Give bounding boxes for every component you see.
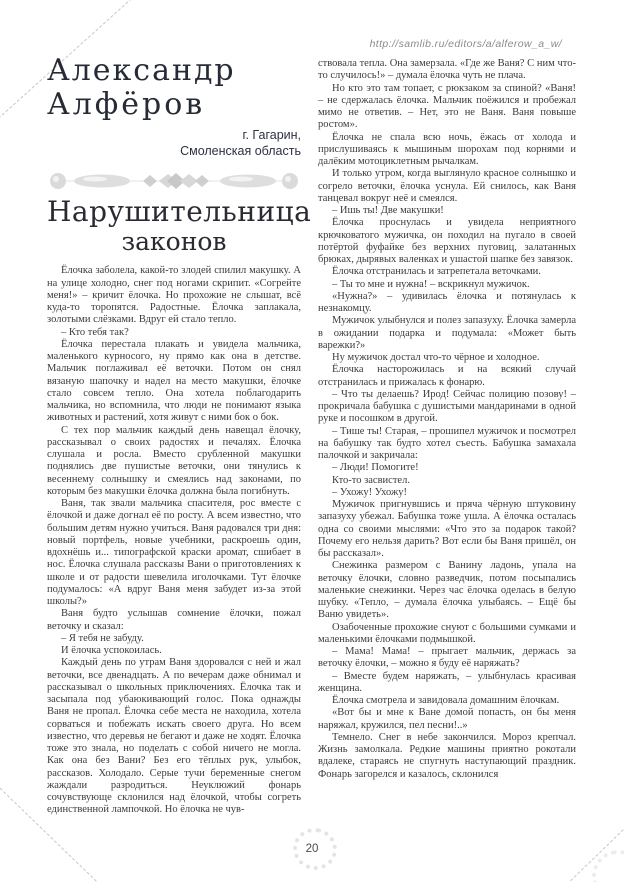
story-paragraph: Каждый день по утрам Ваня здоровался с ней и жал веточки, все двенадцать. А по вечерам даже обнимал и рассказывал о школьных приключениях. Ёлочка так и засыпала под убаюкивающий голос. Пока однажды Ваня не пропал. Ёлочка себе места не находила, хотела сорваться и побежать искать своего друга. Но всем известно, что деревья не бегают и даже не ходят. Ёлочка тоже это знала, но поделать с собой ничего не могла. Как она без Вани? Без его тёплых рук, улыбок, рассказов. Холодало. Серые тучи беременные снегом жаждали разродиться. Неуклюжий фонарь сочувствующе склонился над ёлочкой, чтобы согреть единственной лампочкой. Но ёлочка не чув- (47, 657, 301, 816)
story-paragraph: Ёлочка перестала плакать и увидела мальчика, маленького курносого, ну прямо как она в детстве. Мальчик поглаживал её веточки. Потом он снял вязаную шапочку и надел на место макушки, ёлочке стало совсем тепло. Она хотела поблагодарить мальчика, но вспомнила, что люди не понимают языка животных и растений, хотя живут с ними бок о бок. (47, 338, 301, 424)
corner-snowflake-icon (589, 847, 624, 882)
page-number-block (282, 826, 342, 872)
story-paragraph: Ваня будто услышав сомнение ёлочки, пожал веточку и сказал: (47, 608, 301, 632)
story-paragraph: – Ты то мне и нужна! – вскрикнул мужичок. (332, 278, 530, 290)
story-paragraph: Но кто это там топает, с рюкзаком за спиной? «Ваня! – не сдержалась ёлочка. Мальчик поёжился и пробежал мимо не ответив. – Нет, это не Ваня. Ваня повыше ростом». (318, 82, 576, 131)
bead-ornament-divider-icon (47, 170, 301, 192)
story-paragraph: – Я тебя не забуду. (61, 632, 144, 644)
story-paragraph: С тех пор мальчик каждый день навещал ёлочку, рассказывал о своих радостях и печалях. Ёлочка слушала и росла. Вместо срубленной макушки поднялись две пушистые веточки, они тянулись к весеннему солнышку и смеялись над законами, по которым без макушки ёлочка должна была погибнуть. (47, 424, 301, 497)
story-paragraph: И только утром, когда выглянуло красное солнышко и согрело веточки, ёлочка уснула. Ей снилось, как Ваня танцевал вокруг неё и смеялся. (318, 168, 576, 204)
story-column-right (318, 58, 576, 781)
story-paragraph: ствовала тепла. Она замерзала. «Где же Ваня? С ним что-то случилось!» – думала ёлочка чуть не плача. (318, 58, 576, 82)
story-title-line2: законов (121, 226, 227, 256)
story-paragraph: – Тише ты! Старая, – прошипел мужичок и посмотрел на бабушку так будто хотел съесть. Бабушка замахала палочкой и закричала: (318, 425, 576, 461)
story-paragraph: – Ухожу! Ухожу! (332, 486, 407, 498)
story-title (47, 194, 312, 256)
story-paragraph: – Ишь ты! Две макушки! (332, 205, 444, 216)
page-number: 20 (305, 843, 319, 855)
story-paragraph: Ёлочка смотрела и завидовала домашним ёлочкам. (332, 695, 560, 706)
story-paragraph: Ёлочка не спала всю ночь, ёжась от холода и прислушиваясь к мышиным шорохам под корнями и далёким мотоциклетным рычалкам. (318, 131, 576, 167)
left-column (47, 53, 312, 817)
story-paragraph: «Вот бы и мне к Ване домой попасть, он бы меня наряжал, кружился, пел песни!..» (318, 707, 576, 731)
story-paragraph: Мужичок улыбнулся и полез запазуху. Ёлочка замерла в ожидании подарка и подумала: «Может быть варежки?» (318, 315, 576, 351)
author-region: Смоленская область (180, 144, 301, 159)
author-city: г. Гагарин, (242, 128, 301, 143)
story-paragraph: Ёлочка проснулась и увидела неприятного крючковатого мужичка, он походил на пугало в своей потёртой фуфайке без верхних пуговиц, залатанных брюках, дырявых валенках и ушастой шапке без завязок. (318, 217, 576, 265)
story-paragraph: – Мама! Мама! – прыгает мальчик, держась за веточку ёлочки, – можно я буду её наряжать? (318, 646, 576, 670)
story-paragraph: Ёлочка заболела, какой-то злодей спилил макушку. А на улице холодно, снег под ногами скрипит. «Согрейте меня!» – кричит ёлочка. Но прохожие не слышат, всё куда-то торопятся. Радостные. Ёлочка заплакала, золотыми слёзками. Вдруг ей стало тепло. (47, 265, 301, 326)
story-paragraph: – Люди! Помогите! (332, 462, 419, 474)
story-paragraph: Кто-то засвистел. (332, 474, 410, 486)
story-column-left (47, 265, 301, 816)
story-paragraph: Снежинка размером с Ванину ладонь, упала на веточку ёлочки, словно разведчик, потом посыпались маленькие снежинки. Через час ёлочка оделась в белую шубку. «Тепло, – думала ёлочка улыбаясь. – Ещё бы Ваню увидеть». (318, 560, 576, 621)
author-location (47, 127, 301, 160)
author-last-name: Алфёров (47, 86, 206, 122)
source-url: http://samlib.ru/editors/a/alferow_a_w/ (369, 38, 562, 50)
story-paragraph: – Вместе будем наряжать, – улыбнулась красивая женщина. (318, 670, 576, 694)
story-paragraph: Темнело. Снег в небе закончился. Мороз крепчал. Жизнь замолкала. Редкие машины приятно рокотали вдалеке, стараясь не спугнуть наступающий праздник. Фонарь загорелся и казалось, склонился (318, 731, 576, 780)
story-paragraph: И ёлочка успокоилась. (61, 645, 162, 657)
story-title-line1: Нарушительница (47, 194, 312, 228)
story-paragraph: Ну мужичок достал что-то чёрное и холодное. (332, 352, 540, 363)
author-name (47, 54, 301, 121)
story-paragraph: Мужичок пригнувшись и пряча чёрную штуковину запазуху убежал. Бабушка тоже ушла. А ёлочка осталась одна со своими мыслями: «Что это за подарок такой? Почему его нельзя дарить? Вот если бы Ваня пришёл, он бы рассказал». (318, 499, 576, 559)
story-paragraph: Ёлочка отстранилась и затрепетала веточками. (332, 266, 541, 278)
story-paragraph: Ваня, так звали мальчика спасителя, рос вместе с ёлочкой и даже догнал её по росту. А всем известно, что большим детям нужно учиться. Ваня радовался три дня: новый портфель, новые учебники, раскроешь один, вдохнёшь и... типографской краски аромат, сшибает в нос. Ёлочка слушала рассказы Вани о приготовлениях к школе и от радости шевелила иголочками. Тут ёлочке подумалось: «А вдруг Ваня меня забудет из-за этой школы?» (47, 498, 301, 608)
story-paragraph: – Кто тебя так? (61, 326, 129, 338)
story-paragraph: Ёлочка насторожилась и на всякий случай отстранилась и прижалась к фонарю. (318, 364, 576, 388)
author-first-name: Александр (47, 53, 236, 88)
story-paragraph: Озабоченные прохожие снуют с большими сумками и маленькими ёлочками подмышкой. (318, 621, 576, 645)
story-paragraph: – Что ты делаешь? Ирод! Сейчас полицию позову! – прокричала бабушка с душистыми мандаринами в одной руке и посошком в другой. (318, 388, 576, 425)
story-paragraph: «Нужна?» – удивилась ёлочка и потянулась к незнакомцу. (318, 290, 576, 314)
